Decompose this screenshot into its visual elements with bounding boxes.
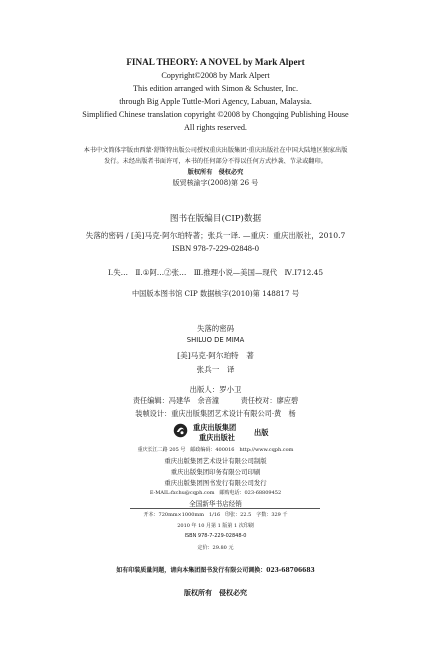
editors: 责任编辑：冯建华 余音潼 责任校对：廖应碧 — [132, 396, 299, 405]
book-pinyin: SHILUO DE MIMA — [186, 336, 245, 344]
isbn-footer: ISBN 978-7-229-02848-0 — [184, 533, 247, 539]
cip-record-number: 中国版本图书馆 CIP 数据核字(2010)第 148817 号 — [131, 289, 300, 298]
publisher-logo-icon — [173, 423, 188, 438]
book-title: 失落的密码 — [197, 324, 234, 333]
book-author: [美]马克·阿尔珀特 著 — [177, 351, 254, 360]
license-number: 版贸核渝字(2008)第 26 号 — [172, 179, 259, 187]
distribution: 重庆出版集团图书发行有限公司发行 — [164, 479, 267, 487]
contact-email: E-MAIL:fxchu@cqph.com 邮购电话：023-68809452 — [149, 490, 282, 496]
english-copyright: Copyright©2008 by Mark Alpert — [161, 71, 270, 80]
license-rights: 版权所有 侵权必究 — [187, 169, 244, 176]
license-notice-2: 发行。未经出版者书面许可，本书的任何部分不得以任何方式抄袭、节录或翻印。 — [104, 158, 327, 165]
book-translator: 张兵一 译 — [196, 365, 235, 374]
english-arranged: This edition arranged with Simon & Schuster, Inc. — [133, 84, 298, 93]
publisher-person: 出版人：罗小卫 — [189, 385, 242, 394]
english-translation-copyright: Simplified Chinese translation copyright ©2008 by Chongqing Publishing House — [82, 110, 349, 119]
cip-isbn: ISBN 978-7-229-02848-0 — [172, 244, 259, 253]
cover-design: 装帧设计：重庆出版集团艺术设计有限公司·黄 杨 — [135, 409, 296, 418]
publisher-address: 重庆长江二路 205 号 邮政编码：400016 http://www.cqph.com — [137, 447, 294, 453]
divider — [130, 508, 320, 509]
footer-rights: 版权所有 侵权必究 — [184, 588, 247, 597]
english-agency: through Big Apple Tuttle-Mori Agency, Labuan, Malaysia. — [119, 97, 312, 106]
cip-classification: Ⅰ.失… Ⅱ.①阿…②张… Ⅲ.推理小说—美国—现代 Ⅳ.I712.45 — [107, 268, 324, 277]
price: 定价：29.80 元 — [197, 545, 234, 551]
cip-entry: 失落的密码 / [美]马克·阿尔珀特著；张兵一译. —重庆：重庆出版社，2010.7 — [85, 231, 346, 240]
publisher-name: 重庆出版社 — [199, 433, 235, 442]
plate-making: 重庆出版集团艺术设计有限公司制版 — [164, 457, 267, 465]
quality-notice: 如有印装质量问题，请向本集团图书发行有限公司调换：023-68706683 — [116, 567, 315, 574]
distributor: 全国新华书店经销 — [189, 500, 242, 508]
edition-info: 2010 年 10 月第 1 版第 1 次印刷 — [177, 523, 254, 529]
publisher-suffix: 出版 — [254, 428, 269, 437]
cip-title: 图书在版编目(CIP)数据 — [169, 214, 262, 224]
publisher-group: 重庆出版集团 — [193, 423, 237, 432]
printing: 重庆出版集团印务有限公司印刷 — [170, 468, 261, 476]
english-title: FINAL THEORY: A NOVEL by Mark Alpert — [126, 57, 305, 67]
license-notice-1: 本书中文简体字版由西蒙·舒斯特出版公司授权重庆出版集团·重庆出版社在中国大陆地区独家出版 — [83, 147, 348, 154]
english-rights: All rights reserved. — [184, 123, 247, 132]
book-specifications: 开本：720mm×1000mm 1/16 印张：22.5 字数：329 千 — [143, 512, 288, 518]
